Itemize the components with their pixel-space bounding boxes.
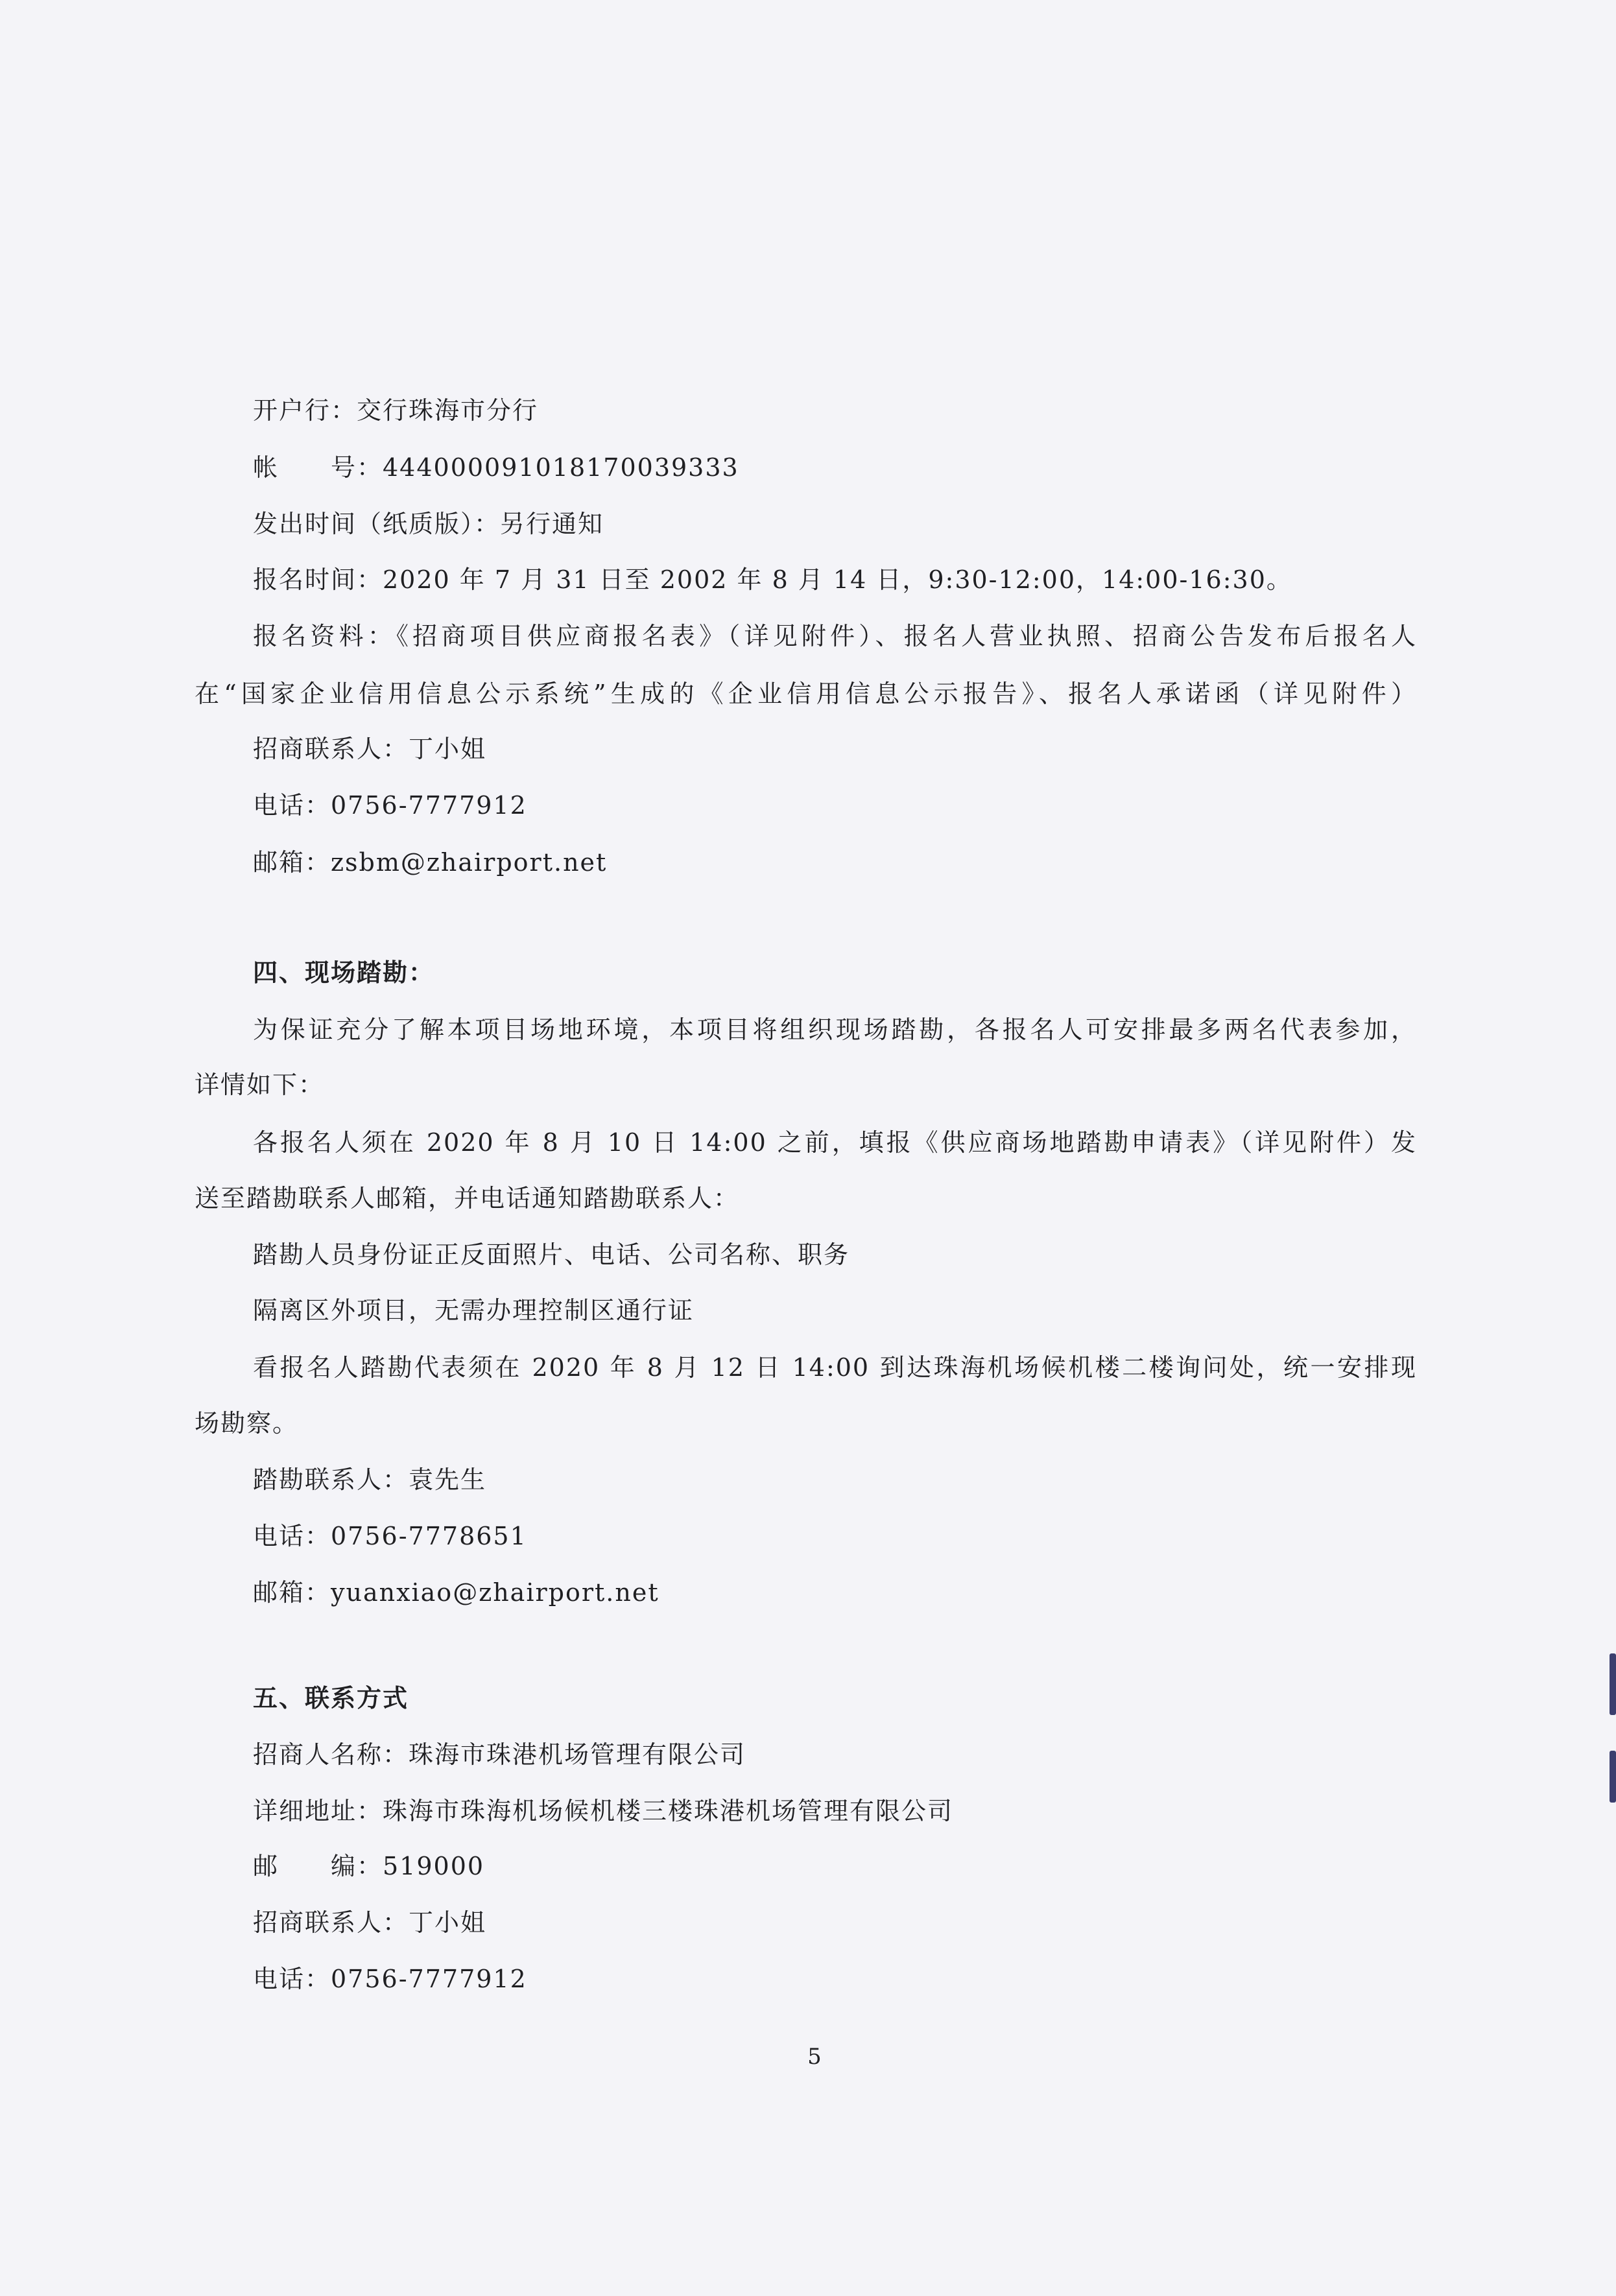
- page-number: 5: [807, 2044, 822, 2070]
- dispatch-time-line: 发出时间（纸质版）：另行通知: [253, 510, 604, 538]
- site-visit-zone-line: 隔离区外项目，无需办理控制区通行证: [253, 1296, 695, 1325]
- registration-time-line: 报名时间：2020 年 7 月 31 日至 2002 年 8 月 14 日，9:30-12:00，14:00-16:30。: [253, 565, 1292, 594]
- section-5-heading: 五、联系方式: [253, 1684, 409, 1712]
- registration-contact-line: 招商联系人：丁小姐: [253, 735, 487, 763]
- contact-phone-line: 电话：0756-7777912: [253, 1965, 527, 1993]
- company-name-line: 招商人名称：珠海市珠港机场管理有限公司: [253, 1740, 746, 1769]
- registration-phone-line: 电话：0756-7777912: [253, 791, 527, 820]
- site-visit-arrive-line-2: 场勘察。: [195, 1409, 299, 1438]
- account-line: 帐 号：444000091018170039333: [253, 453, 739, 482]
- site-visit-contact-line: 踏勘联系人：袁先生: [253, 1465, 487, 1494]
- contact-person-line: 招商联系人：丁小姐: [253, 1908, 487, 1937]
- site-visit-email-line: 邮箱：yuanxiao@zhairport.net: [253, 1578, 659, 1607]
- site-visit-phone-line: 电话：0756-7778651: [253, 1522, 527, 1550]
- registration-materials-line-1: 报名资料：《招商项目供应商报名表》（详见附件）、报名人营业执照、招商公告发布后报名人: [253, 622, 1417, 650]
- site-visit-info-line: 踏勘人员身份证正反面照片、电话、公司名称、职务: [253, 1240, 850, 1269]
- bank-line: 开户行：交行珠海市分行: [253, 396, 539, 425]
- scan-edge-mark: [1610, 1653, 1616, 1715]
- registration-email-line: 邮箱：zsbm@zhairport.net: [253, 848, 608, 877]
- registration-materials-line-2: 在“国家企业信用信息公示系统”生成的《企业信用信息公示报告》、报名人承诺函（详见附件）: [195, 680, 1417, 708]
- site-visit-apply-line-2: 送至踏勘联系人邮箱，并电话通知踏勘联系人：: [195, 1184, 740, 1213]
- site-visit-intro-line-2: 详情如下：: [195, 1071, 325, 1099]
- scan-edge-mark: [1610, 1751, 1616, 1803]
- address-line: 详细地址：珠海市珠海机场候机楼三楼珠港机场管理有限公司: [253, 1797, 954, 1825]
- section-4-heading: 四、现场踏勘：: [253, 958, 435, 987]
- postcode-line: 邮 编：519000: [253, 1852, 485, 1880]
- site-visit-apply-line-1: 各报名人须在 2020 年 8 月 10 日 14:00 之前，填报《供应商场地踏勘申请表》（详见附件）发: [253, 1128, 1417, 1157]
- site-visit-intro-line-1: 为保证充分了解本项目场地环境，本项目将组织现场踏勘，各报名人可安排最多两名代表参加，: [253, 1015, 1417, 1044]
- site-visit-arrive-line-1: 看报名人踏勘代表须在 2020 年 8 月 12 日 14:00 到达珠海机场候机楼二楼询问处，统一安排现: [253, 1353, 1417, 1382]
